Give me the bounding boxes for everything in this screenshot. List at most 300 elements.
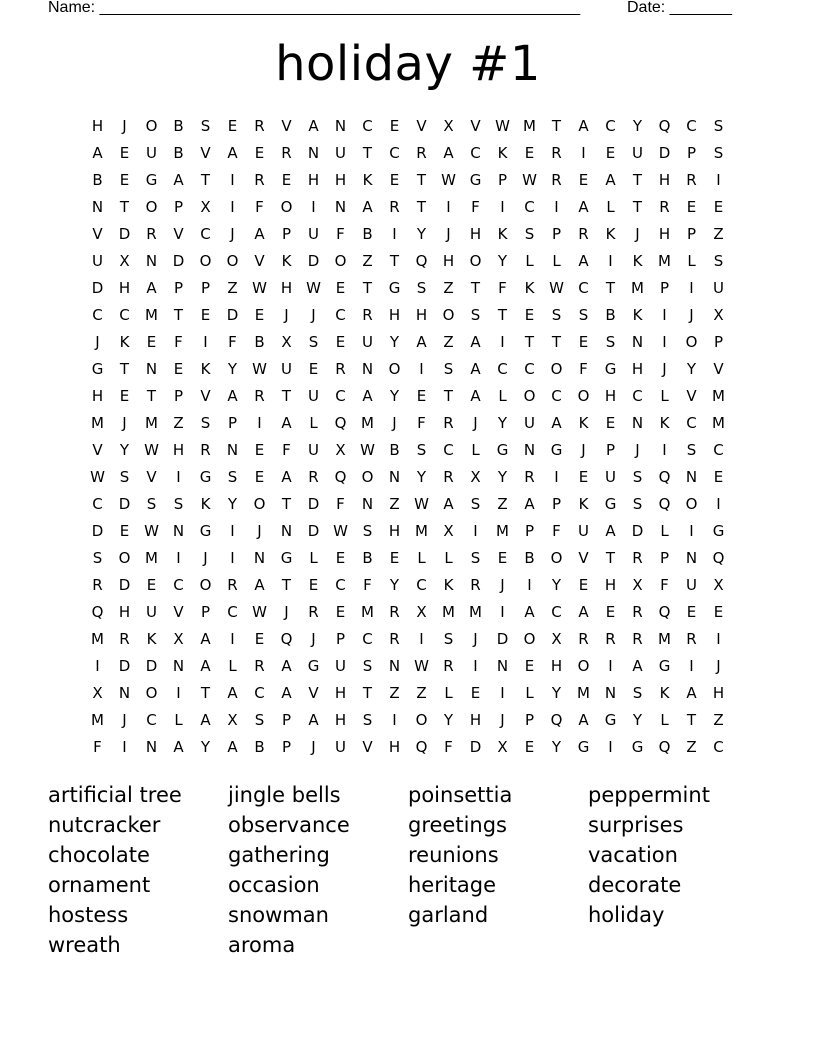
grid-letter: E — [119, 144, 130, 162]
grid-letter: M — [631, 279, 644, 297]
grid-row — [84, 572, 732, 599]
grid-letter: I — [311, 198, 316, 216]
grid-letter: M — [91, 630, 104, 648]
grid-letter: E — [146, 333, 157, 351]
grid-letter: Y — [686, 360, 697, 378]
grid-letter: I — [230, 630, 235, 648]
grid-letter: Z — [497, 495, 508, 513]
grid-letter: H — [280, 279, 293, 297]
grid-letter: O — [145, 198, 158, 216]
letter-grid — [84, 113, 732, 761]
grid-letter: A — [227, 387, 238, 405]
grid-letter: Y — [497, 468, 508, 486]
grid-letter: M — [712, 414, 725, 432]
grid-letter: G — [469, 171, 482, 189]
grid-letter: U — [335, 738, 346, 756]
grid-letter: F — [417, 414, 426, 432]
grid-letter: E — [335, 549, 346, 567]
grid-letter: E — [389, 549, 400, 567]
grid-letter: S — [713, 144, 724, 162]
grid-letter: E — [578, 333, 589, 351]
grid-row — [84, 518, 732, 545]
grid-letter: S — [713, 117, 724, 135]
grid-letter: L — [687, 252, 696, 270]
grid-letter: S — [362, 522, 373, 540]
word-list-item: hostess — [48, 903, 129, 927]
grid-letter: O — [361, 468, 374, 486]
grid-letter: X — [173, 630, 184, 648]
grid-letter: S — [254, 711, 265, 729]
grid-letter: W — [252, 360, 267, 378]
grid-letter: J — [230, 225, 235, 243]
grid-row — [84, 221, 732, 248]
grid-letter: V — [200, 387, 211, 405]
grid-row — [84, 356, 732, 383]
grid-letter: A — [173, 738, 184, 756]
word-list-item: occasion — [228, 873, 320, 897]
grid-letter: P — [227, 414, 238, 432]
grid-letter: E — [254, 306, 265, 324]
grid-letter: D — [631, 522, 644, 540]
grid-letter: V — [173, 603, 184, 621]
grid-letter: I — [176, 468, 181, 486]
grid-letter: K — [119, 333, 130, 351]
grid-letter: A — [92, 144, 103, 162]
grid-letter: X — [470, 468, 481, 486]
grid-letter: C — [254, 684, 265, 702]
grid-letter: A — [254, 576, 265, 594]
grid-letter: X — [200, 198, 211, 216]
grid-letter: L — [417, 549, 426, 567]
grid-letter: N — [307, 144, 320, 162]
grid-letter: Y — [227, 360, 238, 378]
grid-letter: C — [470, 144, 481, 162]
grid-letter: R — [605, 630, 616, 648]
grid-letter: A — [200, 711, 211, 729]
grid-letter: H — [91, 387, 104, 405]
grid-letter: R — [551, 144, 562, 162]
date-field-label: Date: _______ — [627, 0, 732, 16]
grid-letter: X — [335, 441, 346, 459]
grid-letter: O — [118, 549, 131, 567]
grid-letter: C — [524, 198, 535, 216]
grid-letter: D — [496, 630, 509, 648]
grid-letter: Y — [389, 333, 400, 351]
grid-letter: A — [632, 657, 643, 675]
grid-letter: K — [200, 495, 211, 513]
grid-letter: S — [632, 468, 643, 486]
grid-letter: C — [416, 576, 427, 594]
grid-letter: C — [362, 117, 373, 135]
grid-letter: E — [335, 333, 346, 351]
grid-letter: S — [686, 441, 697, 459]
grid-letter: W — [549, 279, 564, 297]
grid-letter: P — [173, 198, 184, 216]
grid-letter: Y — [551, 576, 562, 594]
grid-letter: O — [550, 360, 563, 378]
grid-letter: J — [689, 306, 694, 324]
grid-letter: E — [173, 360, 184, 378]
grid-letter: J — [392, 414, 397, 432]
grid-letter: B — [605, 306, 616, 324]
grid-letter: D — [118, 657, 131, 675]
grid-letter: B — [524, 549, 535, 567]
grid-letter: T — [389, 252, 400, 270]
grid-letter: C — [227, 603, 238, 621]
grid-letter: C — [686, 117, 697, 135]
grid-letter: T — [686, 711, 697, 729]
grid-letter: V — [146, 468, 157, 486]
word-list-item: garland — [408, 903, 489, 927]
word-list-item: snowman — [228, 903, 329, 927]
grid-letter: A — [227, 684, 238, 702]
grid-letter: T — [281, 495, 292, 513]
grid-letter: C — [713, 738, 724, 756]
grid-letter: I — [500, 684, 505, 702]
grid-letter: O — [388, 360, 401, 378]
grid-letter: P — [524, 522, 535, 540]
grid-letter: E — [254, 144, 265, 162]
grid-letter: U — [632, 144, 643, 162]
grid-letter: E — [713, 198, 724, 216]
grid-letter: R — [443, 657, 454, 675]
grid-letter: I — [527, 576, 532, 594]
grid-letter: X — [227, 711, 238, 729]
grid-row — [84, 275, 732, 302]
grid-letter: E — [119, 522, 130, 540]
grid-letter: O — [280, 198, 293, 216]
grid-letter: R — [632, 630, 643, 648]
grid-letter: Y — [443, 711, 454, 729]
word-list-item: holiday — [588, 903, 665, 927]
grid-letter: D — [307, 522, 320, 540]
grid-letter: R — [551, 171, 562, 189]
grid-letter: J — [122, 711, 127, 729]
grid-letter: Q — [415, 252, 428, 270]
grid-letter: Z — [389, 684, 400, 702]
grid-letter: A — [443, 144, 454, 162]
grid-letter: N — [91, 198, 104, 216]
grid-letter: V — [686, 387, 697, 405]
grid-letter: M — [712, 387, 725, 405]
grid-letter: G — [604, 495, 617, 513]
grid-letter: C — [686, 414, 697, 432]
grid-letter: R — [632, 603, 643, 621]
grid-letter: R — [524, 468, 535, 486]
grid-letter: C — [335, 576, 346, 594]
grid-letter: R — [227, 576, 238, 594]
grid-letter: O — [469, 252, 482, 270]
grid-letter: I — [473, 657, 478, 675]
grid-letter: I — [662, 441, 667, 459]
grid-letter: E — [470, 684, 481, 702]
grid-letter: L — [309, 414, 318, 432]
grid-letter: A — [281, 468, 292, 486]
grid-letter: W — [414, 495, 429, 513]
grid-letter: P — [173, 279, 184, 297]
grid-letter: D — [118, 225, 131, 243]
grid-row — [84, 410, 732, 437]
grid-letter: R — [686, 171, 697, 189]
grid-letter: A — [281, 414, 292, 432]
grid-letter: O — [253, 495, 266, 513]
grid-letter: L — [552, 252, 561, 270]
grid-letter: I — [176, 549, 181, 567]
grid-letter: H — [172, 441, 185, 459]
grid-letter: C — [443, 441, 454, 459]
grid-letter: A — [416, 333, 427, 351]
grid-letter: Y — [416, 225, 427, 243]
grid-letter: L — [660, 387, 669, 405]
grid-letter: S — [605, 333, 616, 351]
grid-letter: H — [604, 576, 617, 594]
grid-letter: X — [551, 630, 562, 648]
grid-row — [84, 248, 732, 275]
grid-letter: D — [469, 738, 482, 756]
grid-letter: F — [363, 576, 372, 594]
grid-letter: Y — [389, 576, 400, 594]
grid-letter: Y — [416, 468, 427, 486]
grid-letter: U — [92, 252, 103, 270]
grid-letter: M — [145, 306, 158, 324]
grid-letter: N — [280, 522, 293, 540]
grid-letter: Q — [550, 711, 563, 729]
grid-letter: K — [632, 306, 643, 324]
grid-letter: P — [200, 603, 211, 621]
grid-letter: C — [497, 360, 508, 378]
grid-letter: Y — [389, 387, 400, 405]
grid-letter: B — [362, 549, 373, 567]
grid-letter: C — [173, 576, 184, 594]
grid-letter: T — [632, 198, 643, 216]
word-list-item: reunions — [408, 843, 499, 867]
grid-letter: V — [200, 144, 211, 162]
grid-letter: T — [362, 684, 373, 702]
grid-letter: P — [605, 441, 616, 459]
grid-letter: P — [200, 279, 211, 297]
grid-letter: S — [713, 252, 724, 270]
grid-letter: U — [146, 144, 157, 162]
grid-letter: A — [281, 657, 292, 675]
grid-letter: P — [497, 171, 508, 189]
grid-letter: D — [307, 495, 320, 513]
grid-letter: A — [308, 117, 319, 135]
grid-letter: G — [91, 360, 104, 378]
grid-letter: T — [443, 387, 454, 405]
grid-letter: S — [119, 468, 130, 486]
grid-letter: K — [146, 630, 157, 648]
grid-letter: L — [309, 549, 318, 567]
grid-letter: I — [716, 171, 721, 189]
grid-letter: A — [200, 630, 211, 648]
grid-row — [84, 491, 732, 518]
grid-letter: B — [173, 117, 184, 135]
grid-letter: L — [498, 387, 507, 405]
grid-letter: I — [419, 630, 424, 648]
grid-letter: U — [578, 522, 589, 540]
grid-letter: H — [118, 279, 131, 297]
grid-letter: I — [689, 657, 694, 675]
grid-letter: E — [119, 171, 130, 189]
grid-letter: N — [172, 522, 185, 540]
grid-letter: I — [581, 144, 586, 162]
grid-letter: C — [578, 279, 589, 297]
grid-letter: L — [525, 252, 534, 270]
grid-letter: F — [255, 198, 264, 216]
word-list-item: peppermint — [588, 783, 710, 807]
grid-letter: K — [632, 252, 643, 270]
grid-letter: V — [470, 117, 481, 135]
grid-letter: N — [361, 495, 374, 513]
grid-letter: J — [473, 630, 478, 648]
grid-letter: S — [362, 657, 373, 675]
grid-letter: I — [392, 225, 397, 243]
grid-letter: I — [95, 657, 100, 675]
grid-letter: U — [146, 603, 157, 621]
grid-letter: I — [608, 738, 613, 756]
grid-letter: I — [473, 522, 478, 540]
grid-letter: E — [578, 171, 589, 189]
grid-letter: A — [578, 117, 589, 135]
grid-letter: O — [685, 333, 698, 351]
grid-letter: A — [173, 171, 184, 189]
grid-letter: I — [716, 495, 721, 513]
grid-letter: E — [281, 171, 292, 189]
grid-letter: E — [524, 657, 535, 675]
grid-letter: A — [686, 684, 697, 702]
grid-letter: D — [658, 144, 671, 162]
grid-letter: Y — [227, 495, 238, 513]
grid-letter: E — [713, 468, 724, 486]
grid-letter: V — [416, 117, 427, 135]
grid-letter: O — [550, 549, 563, 567]
grid-letter: N — [253, 549, 266, 567]
grid-letter: E — [605, 603, 616, 621]
grid-letter: P — [551, 495, 562, 513]
grid-letter: V — [281, 117, 292, 135]
grid-letter: T — [497, 306, 508, 324]
grid-letter: S — [416, 441, 427, 459]
grid-row — [84, 734, 732, 761]
grid-letter: R — [281, 144, 292, 162]
grid-letter: E — [254, 468, 265, 486]
grid-letter: M — [469, 603, 482, 621]
grid-letter: E — [605, 414, 616, 432]
grid-letter: T — [605, 279, 616, 297]
grid-letter: R — [389, 198, 400, 216]
grid-letter: E — [578, 576, 589, 594]
grid-letter: H — [388, 522, 401, 540]
grid-letter: T — [632, 171, 643, 189]
grid-letter: T — [119, 360, 130, 378]
grid-letter: B — [362, 225, 373, 243]
grid-row — [84, 194, 732, 221]
grid-letter: N — [145, 252, 158, 270]
grid-letter: S — [416, 279, 427, 297]
grid-letter: G — [631, 738, 644, 756]
grid-letter: X — [497, 738, 508, 756]
grid-letter: S — [92, 549, 103, 567]
grid-letter: G — [388, 279, 401, 297]
grid-letter: I — [554, 468, 559, 486]
grid-letter: O — [199, 576, 212, 594]
grid-letter: P — [524, 711, 535, 729]
grid-letter: G — [199, 468, 212, 486]
grid-letter: E — [686, 198, 697, 216]
grid-letter: U — [308, 225, 319, 243]
grid-letter: C — [200, 225, 211, 243]
grid-letter: O — [226, 252, 239, 270]
grid-letter: G — [307, 657, 320, 675]
grid-letter: Q — [91, 603, 104, 621]
grid-letter: J — [446, 225, 451, 243]
grid-letter: M — [523, 117, 536, 135]
grid-letter: Z — [416, 684, 427, 702]
grid-letter: B — [389, 441, 400, 459]
grid-letter: D — [226, 306, 239, 324]
grid-letter: S — [578, 306, 589, 324]
grid-letter: U — [362, 333, 373, 351]
grid-letter: J — [203, 549, 208, 567]
grid-letter: D — [145, 657, 158, 675]
grid-letter: A — [281, 684, 292, 702]
grid-letter: E — [254, 630, 265, 648]
grid-letter: R — [92, 576, 103, 594]
grid-letter: L — [660, 522, 669, 540]
grid-letter: H — [334, 171, 347, 189]
grid-letter: S — [227, 468, 238, 486]
grid-letter: R — [308, 468, 319, 486]
grid-letter: H — [118, 603, 131, 621]
grid-letter: J — [284, 306, 289, 324]
grid-letter: C — [551, 603, 562, 621]
grid-letter: R — [659, 198, 670, 216]
grid-letter: A — [551, 414, 562, 432]
grid-letter: F — [228, 333, 237, 351]
grid-letter: Y — [200, 738, 211, 756]
grid-letter: S — [173, 495, 184, 513]
grid-letter: U — [335, 144, 346, 162]
grid-letter: Y — [551, 684, 562, 702]
grid-letter: N — [631, 333, 644, 351]
grid-letter: W — [144, 522, 159, 540]
grid-letter: E — [686, 603, 697, 621]
grid-letter: S — [146, 495, 157, 513]
grid-letter: T — [551, 333, 562, 351]
grid-letter: H — [469, 225, 482, 243]
grid-letter: E — [713, 603, 724, 621]
grid-letter: L — [228, 657, 237, 675]
grid-letter: I — [230, 198, 235, 216]
grid-letter: Y — [497, 252, 508, 270]
page-title: holiday #1 — [275, 36, 541, 92]
grid-letter: E — [335, 279, 346, 297]
grid-letter: P — [659, 279, 670, 297]
word-list-item: aroma — [228, 933, 296, 957]
grid-letter: M — [361, 603, 374, 621]
grid-letter: A — [308, 711, 319, 729]
grid-letter: A — [227, 144, 238, 162]
grid-row — [84, 329, 732, 356]
grid-letter: Q — [334, 468, 347, 486]
grid-letter: A — [362, 198, 373, 216]
grid-letter: A — [200, 657, 211, 675]
grid-row — [84, 113, 732, 140]
grid-letter: R — [200, 441, 211, 459]
grid-letter: E — [119, 387, 130, 405]
grid-letter: C — [335, 387, 346, 405]
grid-letter: G — [145, 171, 158, 189]
